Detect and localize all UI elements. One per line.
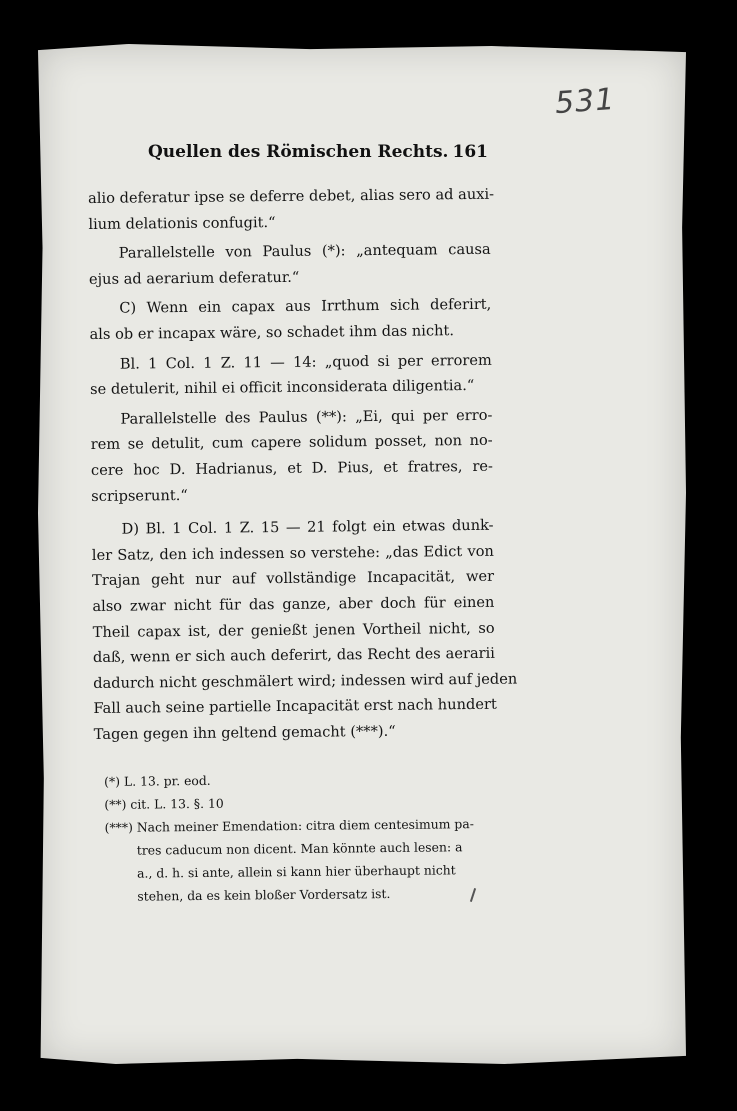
paragraph (88, 182, 495, 237)
footnote (104, 812, 495, 908)
footnote-line: stehen, da es kein bloßer Vordersatz ist. (137, 886, 391, 904)
text-line: Parallelstelle des Paulus (**): „Ei, qui per erro- (120, 406, 493, 428)
text-line: ler Satz, den ich indessen so verstehe: „das Edict von (91, 542, 494, 564)
text-line: D) Bl. 1 Col. 1 Z. 15 — 21 folgt ein etwas dunk- (121, 516, 494, 538)
text-line: Bl. 1 Col. 1 Z. 11 — 14: „quod si per errorem (119, 351, 492, 373)
paragraph (89, 237, 491, 267)
running-header (148, 142, 488, 162)
paragraph-cont (91, 428, 494, 509)
footnote-line: (**) cit. L. 13. §. 10 (104, 795, 224, 812)
paragraph-cont (91, 538, 518, 747)
text-line: Trajan geht nur auf vollständige Incapacität, wer (92, 568, 495, 590)
text-line: cere hoc D. Hadrianus, et D. Pius, et fratres, re- (90, 457, 494, 479)
header-title: Quellen des Römischen Rechts. (148, 142, 449, 162)
text-line: dadurch nicht geschmälert wird; indessen wird auf jeden (93, 670, 518, 692)
text-line: als ob er incapax wäre, so schadet ihm das nicht. (89, 322, 455, 343)
text-line: se detulerit, nihil ei officit inconsiderata diligentia.“ (90, 377, 475, 399)
footnote-line: (*) L. 13. pr. eod. (104, 772, 211, 789)
text-line: Parallelstelle von Paulus (*): „antequam causa (118, 240, 491, 262)
text-line: lium delationis confugit.“ (88, 213, 276, 233)
pencil-page-number: 531 (553, 81, 617, 122)
text-line: Theil capax ist, der genießt jenen Vortheil nicht, so (92, 619, 495, 641)
footnote-line: tres caducum non dicent. Man könnte auch lesen: a (136, 839, 463, 858)
text-line: ejus ad aerarium deferatur.“ (88, 268, 300, 288)
footnotes (104, 766, 495, 908)
text-line: scripserunt.“ (91, 486, 188, 505)
text-line: also zwar nicht für das ganze, aber doch für einen (92, 593, 495, 615)
main-text (88, 182, 518, 748)
header-page-number: 161 (452, 142, 488, 162)
paragraph-cont (90, 373, 492, 403)
text-line: alio deferatur ipse se deferre debet, alias sero ad auxi- (88, 185, 495, 207)
paragraph (91, 513, 493, 543)
text-line: C) Wenn ein capax aus Irrthum sich deferirt, (119, 296, 492, 318)
footnote-line: (***) Nach meiner Emendation: citra diem centesimum pa- (104, 816, 474, 835)
text-line: daß, wenn er sich auch deferirt, das Recht des aerarii (92, 644, 496, 667)
text-line: Tagen gegen ihn geltend gemacht (***).“ (93, 722, 396, 743)
text-line: Fall auch seine partielle Incapacität erst nach hundert (93, 696, 497, 718)
footnote-line: a., d. h. si ante, allein si kann hier überhaupt nicht (137, 862, 456, 881)
text-line: rem se detulit, cum capere solidum posset, non no- (90, 432, 493, 454)
paragraph-cont (89, 318, 491, 348)
